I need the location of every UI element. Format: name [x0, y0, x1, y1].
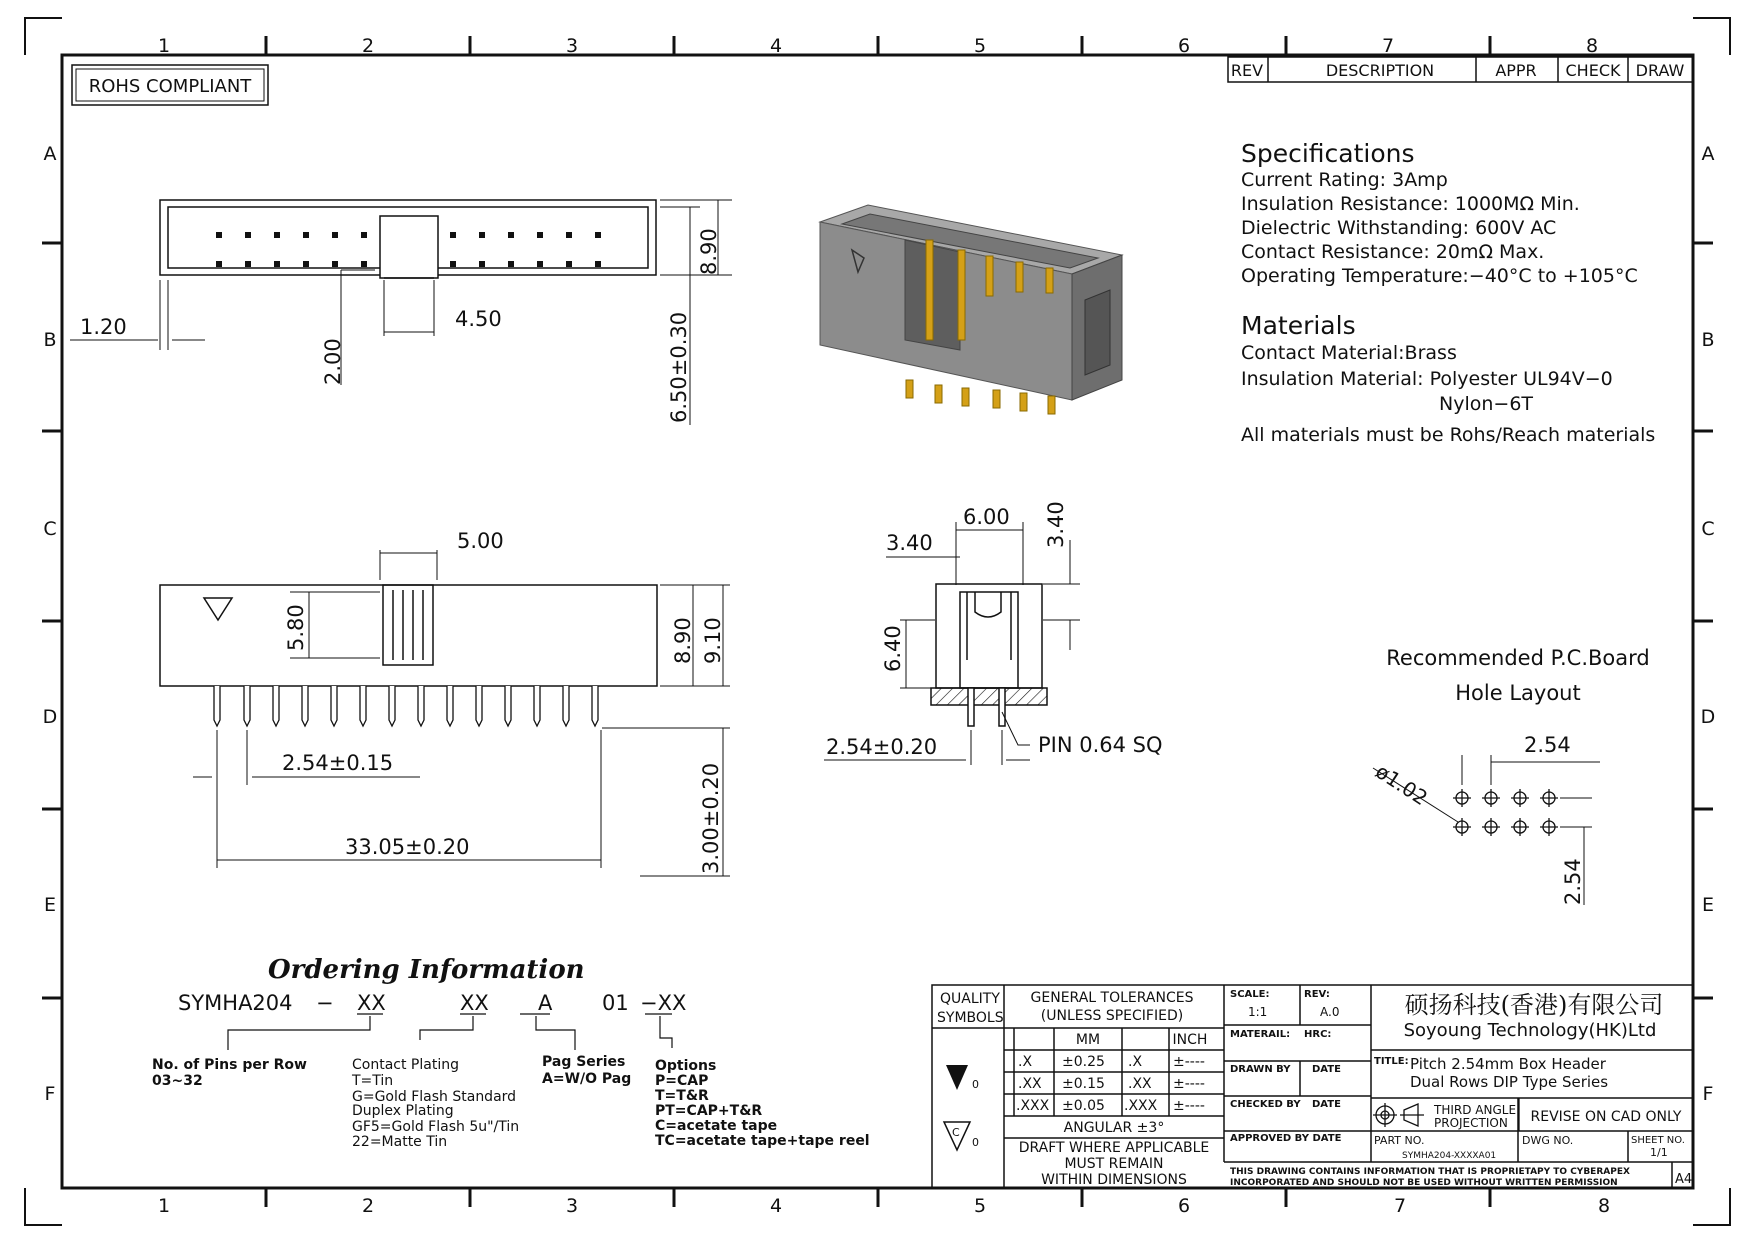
spec-line-4: Contact Resistance: 20mΩ Max. [1241, 241, 1545, 263]
quality-label: QUALITY [940, 991, 1000, 1007]
description-header: DESCRIPTION [1325, 61, 1435, 80]
options-2: T=T&R [655, 1088, 709, 1104]
quality-symbols [944, 1065, 970, 1150]
draft-note: DRAFT WHERE APPLICABLE [1018, 1140, 1210, 1156]
symbols-label: SYMBOLS [937, 1010, 1004, 1026]
dim-2-54-020: 2.54±0.20 [826, 735, 938, 759]
company-name-en: Soyoung Technology(HK)Ltd [1403, 1020, 1657, 1041]
grid-col-top-5: 5 [973, 35, 987, 57]
company-name-cn: 硕扬科技(香港)有限公司 [1404, 991, 1664, 1019]
peg-1: A=W/O Pag [542, 1071, 632, 1087]
pcb-title-1: Recommended P.C.Board [1386, 646, 1650, 670]
unless-specified: (UNLESS SPECIFIED) [1040, 1008, 1184, 1024]
materials-line-2: Insulation Material: Polyester UL94V−0 [1241, 368, 1613, 390]
order-code-xx2: XX [460, 991, 489, 1015]
plating-3: Duplex Plating [352, 1103, 454, 1119]
dim-5-00: 5.00 [457, 529, 504, 553]
grid-col-bottom-8: 8 [1597, 1195, 1611, 1217]
dim-2-54-015: 2.54±0.15 [282, 751, 394, 775]
must-note: MUST REMAIN [1064, 1156, 1164, 1172]
dim-6-50: 6.50±0.30 [667, 311, 691, 423]
title-label: TITLE: [1374, 1056, 1409, 1067]
options-3: PT=CAP+T&R [655, 1103, 763, 1119]
drawing-title-1: Pitch 2.54mm Box Header [1410, 1055, 1606, 1073]
rohs-badge [72, 65, 268, 105]
grid-row-left-c: C [43, 518, 57, 540]
grid-col-bottom-1: 1 [157, 1195, 171, 1217]
isometric-connector [820, 205, 1122, 414]
date-label-2: DATE [1312, 1099, 1341, 1110]
plating-0: Contact Plating [352, 1057, 459, 1073]
materials-line-1: Contact Material:Brass [1241, 342, 1457, 364]
rev-header: REV [1230, 61, 1264, 80]
spec-line-5: Operating Temperature:−40°C to +105°C [1241, 265, 1638, 287]
dim-3-40-h: 3.40 [886, 531, 933, 555]
order-code-num: 01 [602, 991, 629, 1015]
dim-3-40-v: 3.40 [1044, 501, 1068, 548]
grid-col-bottom-2: 2 [361, 1195, 375, 1217]
check-header: CHECK [1565, 61, 1621, 80]
ordering-title: Ordering Information [268, 955, 585, 985]
grid-row-right-c: C [1701, 518, 1715, 540]
material-label: MATERAIL: [1230, 1029, 1291, 1040]
grid-row-left-b: B [43, 329, 57, 351]
grid-col-top-8: 8 [1585, 35, 1599, 57]
grid-col-top-1: 1 [157, 35, 171, 57]
sheet-no-label: SHEET NO. [1631, 1135, 1685, 1146]
order-code-dash: − [316, 991, 334, 1015]
projection-line-2: PROJECTION [1434, 1116, 1508, 1130]
front-view-drawing [160, 585, 657, 686]
rev-value: A.0 [1320, 1005, 1340, 1019]
dim-8-90-top: 8.90 [697, 228, 721, 275]
order-code-a: A [538, 991, 553, 1015]
projection-line-1: THIRD ANGLE [1434, 1103, 1517, 1117]
order-code-base: SYMHA204 [178, 991, 293, 1015]
pins-per-row-range: 03~32 [152, 1073, 203, 1089]
dim-5-80: 5.80 [284, 604, 308, 651]
grid-row-right-f: F [1702, 1083, 1714, 1105]
dim-3-00: 3.00±0.20 [699, 762, 723, 874]
pcb-pitch-y: 2.54 [1561, 858, 1585, 905]
grid-col-bottom-3: 3 [565, 1195, 579, 1217]
approved-by-label: APPROVED BY DATE [1230, 1133, 1342, 1144]
top-view-drawing [160, 200, 656, 278]
tol-row2-b: ±0.15 [1062, 1076, 1105, 1092]
hole-diameter-label: ø1.02 [1371, 759, 1432, 811]
dim-6-00: 6.00 [963, 505, 1010, 529]
specifications-block [1241, 139, 1655, 446]
pins-per-row-label: No. of Pins per Row [152, 1057, 307, 1073]
tol-row3-b: ±0.05 [1062, 1098, 1105, 1114]
plating-2: G=Gold Flash Standard [352, 1089, 517, 1105]
dim-8-90-front: 8.90 [671, 617, 695, 664]
scale-value: 1:1 [1248, 1005, 1268, 1019]
pcb-hole-layout [1371, 646, 1649, 905]
grid-col-top-7: 7 [1381, 35, 1395, 57]
revision-table [1228, 57, 1693, 82]
spec-line-3: Dielectric Withstanding: 600V AC [1241, 217, 1557, 239]
scale-label: SCALE: [1230, 989, 1270, 1000]
plating-5: 22=Matte Tin [352, 1134, 448, 1150]
tol-row3-c: .XXX [1124, 1098, 1158, 1114]
dwg-no-label: DWG NO. [1522, 1134, 1574, 1147]
grid-row-left-f: F [44, 1083, 56, 1105]
options-5: TC=acetate tape+tape reel [655, 1133, 870, 1149]
dim-6-40: 6.40 [881, 625, 905, 672]
proprietary-notice-2: INCORPORATED AND SHOULD NOT BE USED WITHOUT WRITTEN PERMISSION [1230, 1178, 1618, 1188]
plating-4: GF5=Gold Flash 5u"/Tin [352, 1119, 520, 1135]
symbol-sub-1: 0 [972, 1078, 979, 1091]
spec-line-1: Current Rating: 3Amp [1241, 169, 1448, 191]
date-label-1: DATE [1312, 1064, 1341, 1075]
dim-4-50: 4.50 [455, 307, 502, 331]
tol-row2-a: .XX [1018, 1076, 1042, 1092]
sheet-no-value: 1/1 [1650, 1146, 1668, 1159]
spec-line-2: Insulation Resistance: 1000MΩ Min. [1241, 193, 1580, 215]
checked-by-label: CHECKED BY [1230, 1099, 1301, 1110]
pcb-title-2: Hole Layout [1455, 681, 1581, 705]
options-1: P=CAP [655, 1073, 709, 1089]
grid-col-bottom-5: 5 [973, 1195, 987, 1217]
pin-size-label: PIN 0.64 SQ [1038, 733, 1163, 757]
rev-label: REV: [1304, 989, 1330, 1000]
tol-row1-a: .X [1018, 1054, 1033, 1070]
grid-row-right-d: D [1700, 706, 1716, 728]
grid-row-right-b: B [1701, 329, 1715, 351]
symbol-sub-2: 0 [972, 1136, 979, 1149]
grid-col-top-2: 2 [361, 35, 375, 57]
options-0: Options [655, 1058, 717, 1074]
order-code-xx1: XX [357, 991, 386, 1015]
tol-row3-d: ±---- [1173, 1098, 1205, 1114]
materials-line-4: All materials must be Rohs/Reach materials [1241, 424, 1656, 446]
angular-tol: ANGULAR ±3° [1063, 1120, 1165, 1136]
general-tolerances: GENERAL TOLERANCES [1030, 990, 1194, 1006]
drawing-title-2: Dual Rows DIP Type Series [1410, 1073, 1609, 1091]
part-no-value: SYMHA204-XXXXA01 [1402, 1151, 1497, 1161]
inch-header: INCH [1172, 1032, 1208, 1048]
svg-text:C: C [952, 1126, 960, 1139]
rohs-badge-text: ROHS COMPLIANT [88, 76, 252, 97]
drawn-by-label: DRAWN BY [1230, 1064, 1291, 1075]
side-view-drawing [931, 584, 1047, 726]
tol-row1-d: ±---- [1173, 1054, 1205, 1070]
specifications-heading: Specifications [1241, 139, 1415, 168]
grid-col-top-4: 4 [769, 35, 783, 57]
tol-row2-d: ±---- [1173, 1076, 1205, 1092]
ordering-information [152, 955, 870, 1150]
appr-header: APPR [1495, 61, 1537, 80]
materials-line-3: Nylon−6T [1439, 393, 1534, 415]
hrc-label: HRC: [1304, 1029, 1332, 1040]
proprietary-notice-1: THIS DRAWING CONTAINS INFORMATION THAT IS PROPRIETAPY TO CYBERAPEX [1230, 1167, 1630, 1177]
grid-col-bottom-6: 6 [1177, 1195, 1191, 1217]
options-4: C=acetate tape [655, 1118, 778, 1134]
dim-1-20: 1.20 [80, 315, 127, 339]
grid-row-left-e: E [43, 894, 57, 916]
order-code-dash2: −XX [640, 991, 687, 1015]
grid-col-top-6: 6 [1177, 35, 1191, 57]
dim-2-00: 2.00 [321, 338, 345, 385]
grid-row-right-a: A [1701, 143, 1715, 165]
tol-row1-b: ±0.25 [1062, 1054, 1105, 1070]
grid-row-left-d: D [42, 706, 58, 728]
grid-row-left-a: A [43, 143, 57, 165]
grid-col-top-3: 3 [565, 35, 579, 57]
grid-col-bottom-7: 7 [1393, 1195, 1407, 1217]
peg-0: Pag Series [542, 1054, 626, 1070]
mm-header: MM [1075, 1032, 1101, 1048]
revise-on-cad: REVISE ON CAD ONLY [1530, 1109, 1682, 1125]
tol-row1-c: .X [1128, 1054, 1143, 1070]
tol-row3-a: .XXX [1016, 1098, 1050, 1114]
materials-heading: Materials [1241, 311, 1356, 340]
draw-header: DRAW [1635, 61, 1685, 80]
pcb-pitch-x: 2.54 [1524, 733, 1571, 757]
front-view-pins [214, 686, 598, 726]
dim-33-05: 33.05±0.20 [345, 835, 470, 859]
part-no-label: PART NO. [1374, 1134, 1425, 1147]
grid-row-right-e: E [1701, 894, 1715, 916]
within-note: WITHIN DIMENSIONS [1041, 1172, 1187, 1188]
grid-col-bottom-4: 4 [769, 1195, 783, 1217]
sheet-size: A4 [1675, 1172, 1693, 1187]
tol-row2-c: .XX [1128, 1076, 1152, 1092]
plating-1: T=Tin [352, 1073, 394, 1089]
dim-9-10: 9.10 [701, 617, 725, 664]
